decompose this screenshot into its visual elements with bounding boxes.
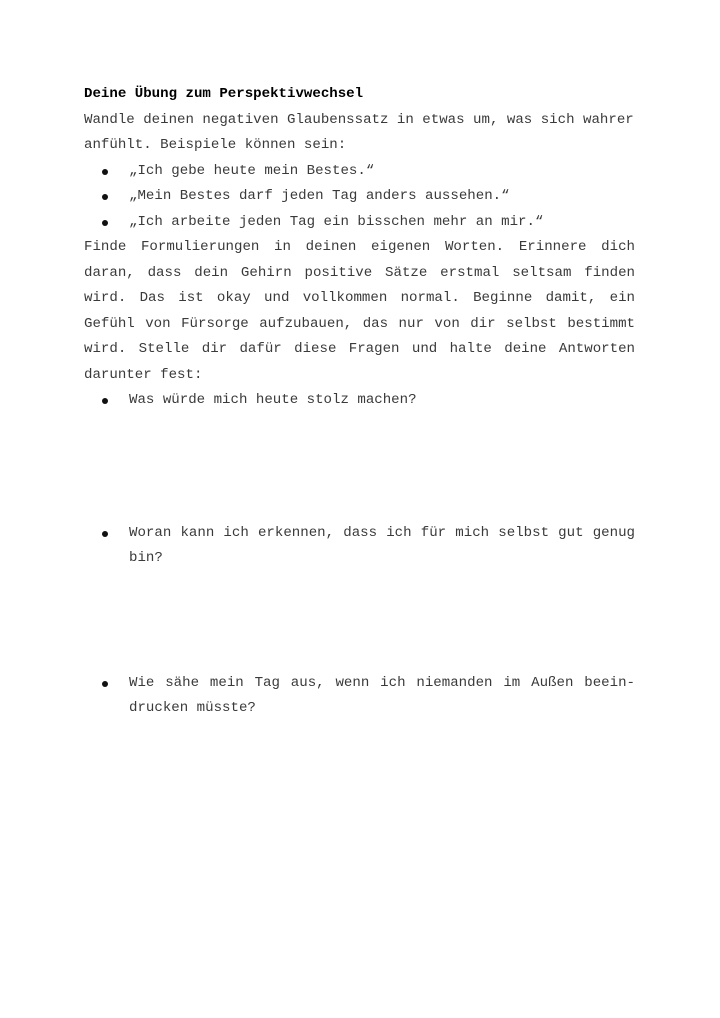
question-item — [84, 388, 635, 414]
answer-space — [84, 572, 635, 669]
question-text: Woran kann ich erkennen, dass ich für mich selbst gut genug bin? — [129, 524, 635, 566]
intro-paragraph: Wandle deinen negativen Glaubenssatz in etwas um, was sich wahrer anfühlt. Beispiele können sein: — [84, 111, 634, 153]
example-text: „Ich arbeite jeden Tag ein bisschen mehr an mir.“ — [129, 213, 544, 230]
bullet-icon — [102, 531, 108, 537]
question-item — [84, 521, 635, 572]
example-text: „Ich gebe heute mein Bestes.“ — [129, 162, 375, 179]
answer-space — [84, 414, 635, 515]
bullet-icon — [102, 681, 108, 687]
example-item — [84, 210, 635, 236]
bullet-icon — [102, 194, 108, 200]
document-page — [84, 82, 635, 722]
question-text: Wie sähe mein Tag aus, wenn ich niemanden im Außen beein-drucken müsste? — [129, 674, 635, 716]
examples-list — [84, 159, 635, 236]
example-item — [84, 159, 635, 185]
bullet-icon — [102, 169, 108, 175]
bullet-icon — [102, 220, 108, 226]
bullet-icon — [102, 398, 108, 404]
instruction-paragraph: Finde Formulierungen in deinen eigenen Worten. Erinnere dich daran, dass dein Gehirn positive Sätze erstmal seltsam finden wird. Das ist okay und vollkommen normal. Beginne damit, ein Gefühl von Fürsorge aufzubauen, das nur von dir selbst bestimmt wird. Stelle dir dafür diese Fragen und halte deine Antworten darunter fest: — [84, 239, 635, 383]
question-item — [84, 671, 635, 722]
question-text: Was würde mich heute stolz machen? — [129, 392, 417, 408]
exercise-title: Deine Übung zum Perspektivwechsel — [84, 86, 364, 102]
questions-list — [84, 388, 635, 722]
example-item — [84, 184, 635, 210]
example-text: „Mein Bestes darf jeden Tag anders aussehen.“ — [129, 188, 510, 204]
